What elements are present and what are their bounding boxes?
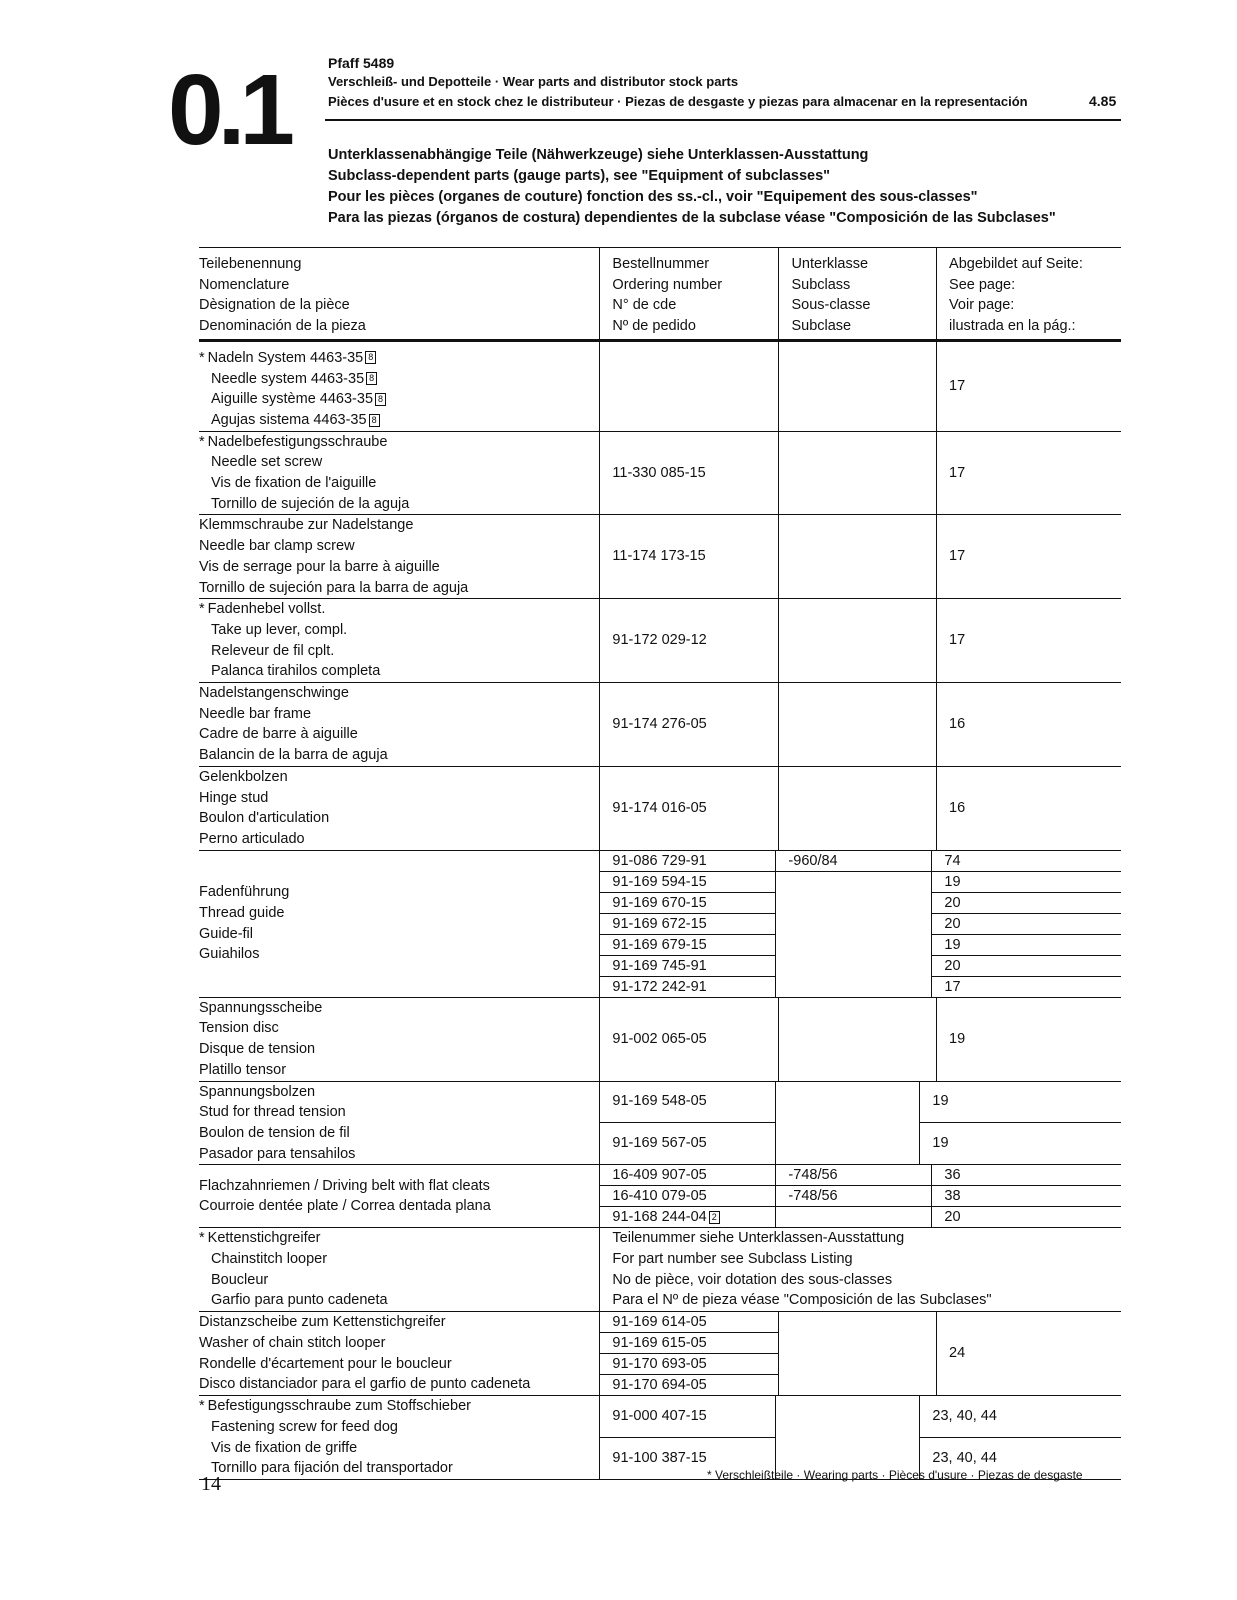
part-number: 91-000 407-15 [600,1396,776,1438]
note-en: For part number see Subclass Listing [612,1251,853,1268]
part-page: 17 [937,515,1121,599]
name-en: Fastening screw for feed dog [211,1418,398,1435]
header-page [937,248,1121,341]
name-de: Nadeln System 4463-35 [207,349,364,366]
header-label: Sous-classe [791,297,871,314]
variant-row [600,1165,1121,1186]
wear-part-star: * [199,601,205,618]
name-es: Garfio para punto cadeneta [211,1292,388,1309]
name-fr: Vis de serrage pour la barre à aiguille [199,558,440,575]
page-number: 14 [201,1473,221,1495]
header-label: Dèsignation de la pièce [199,297,350,314]
header-label: N° de cde [612,297,677,314]
table-row [199,599,1121,683]
name-fr: Guide-fil [199,925,253,942]
name-de: Fadenhebel vollst. [207,601,326,618]
name-de: Distanzscheibe zum Kettenstichgreifer [199,1314,446,1331]
name-de: Spannungsscheibe [199,999,323,1016]
name-fr: Boucleur [211,1271,269,1288]
header-label: Denominación de la pieza [199,318,366,335]
name-fr-es: Courroie dentée plate / Correa dentada plana [199,1198,491,1215]
section-number: 0.1 [168,54,290,166]
header-name [199,248,600,341]
part-page: 19 [937,997,1121,1081]
part-page: 17 [937,599,1121,683]
name-de: Klemmschraube zur Nadelstange [199,517,414,534]
variants-table [600,1165,1121,1227]
part-page: 20 [932,892,1121,913]
part-name [199,1396,600,1480]
name-es: Tornillo de sujeción de la aguja [211,495,410,512]
part-page: 20 [932,955,1121,976]
name-de: Nadelbefestigungsschraube [207,433,388,450]
part-number: 91-174 276-05 [600,683,779,767]
parts-table [199,247,1121,1480]
part-number: 11-330 085-15 [600,431,779,515]
part-page: 16 [937,766,1121,850]
name-es: Platillo tensor [199,1061,287,1078]
edition-number: 4.85 [1089,93,1117,109]
variant-row [600,1354,778,1375]
variant-row [600,1312,778,1333]
table-row [199,1228,1121,1312]
part-number: 16-409 907-05 [600,1165,776,1186]
variant-row [600,892,1121,913]
box-number: 2 [709,1211,720,1224]
name-es: Tornillo para fijación del transportador [211,1460,453,1477]
part-subclass: -748/56 [776,1186,932,1207]
part-number: 91-002 065-05 [600,997,779,1081]
name-fr: Releveur de fil cplt. [211,642,335,659]
name-en: Take up lever, compl. [211,621,348,638]
part-page: 24 [937,1312,1121,1396]
part-page: 19 [932,871,1121,892]
name-en: Tension disc [199,1020,279,1037]
part-number: 91-169 615-05 [600,1333,778,1354]
part-number: 91-169 745-91 [600,955,776,976]
part-page: 23, 40, 44 [920,1438,1121,1480]
variant-row [600,871,1121,892]
part-page: 16 [937,683,1121,767]
variants-table [600,1396,1121,1479]
part-number: 91-086 729-91 [600,851,776,872]
header-label: Unterklasse [791,256,869,272]
header-label: Ordering number [612,276,723,293]
part-subclass [776,871,932,892]
name-en: Needle set screw [211,454,323,471]
name-de: Nadelstangenschwinge [199,685,349,702]
note-de: Teilenummer siehe Unterklassen-Ausstattung [612,1230,905,1247]
variant-row [600,1333,778,1354]
looper-washer-numbers [600,1312,779,1396]
header-rule [325,119,1121,121]
name-en: Needle bar frame [199,705,312,722]
name-en: Needle system 4463-35 [211,370,365,387]
header-line-2: Pièces d'usure et en stock chez le distributeur · Piezas de desgaste y piezas para almacenar en la representación [328,94,1028,109]
header-subclass [779,248,937,341]
variant-row [600,1207,1121,1228]
part-name [199,1228,600,1312]
part-page: 19 [920,1082,1121,1123]
part-subclass [779,997,937,1081]
table-row [199,1081,1121,1165]
part-name [199,599,600,683]
header-label: Nomenclature [199,276,290,293]
part-subclass [776,1207,932,1228]
part-number: 91-169 679-15 [600,934,776,955]
name-en: Stud for thread tension [199,1104,346,1121]
note-fr: No de pièce, voir dotation des sous-classes [612,1271,893,1288]
part-page: 38 [932,1186,1121,1207]
part-name [199,683,600,767]
header-label: Subclase [791,318,852,335]
part-subclass [779,766,937,850]
name-es: Tornillo de sujeción para la barra de aguja [199,579,469,596]
header-label: Bestellnummer [612,256,710,272]
part-number: 91-170 694-05 [612,1377,707,1394]
tension-stud-variants [600,1081,1121,1165]
wear-part-star: * [199,349,205,366]
box-number: 8 [366,372,377,385]
part-number: 91-169 614-05 [600,1312,778,1333]
name-fr: Disque de tension [199,1041,316,1058]
part-number: 91-172 029-12 [600,599,779,683]
variant-row [600,1122,1121,1164]
part-number: 16-410 079-05 [600,1186,776,1207]
variants-table [600,1082,1121,1164]
part-subclass [779,599,937,683]
variant-row [600,851,1121,872]
table-row [199,431,1121,515]
table-row [199,340,1121,431]
name-en: Chainstitch looper [211,1251,328,1268]
part-number: 91-100 387-15 [612,1450,707,1467]
part-number: 91-169 567-05 [612,1134,707,1151]
name-es: Agujas sistema 4463-35 [211,411,367,428]
variant-row [600,1082,1121,1123]
name-de: Gelenkbolzen [199,768,288,785]
subclass-note-line: Subclass-dependent parts (gauge parts), see "Equipment of subclasses" [328,168,831,184]
header-label: Abgebildet auf Seite: [949,256,1083,272]
part-subclass [776,955,932,976]
wear-part-star: * [199,433,205,450]
name-es: Disco distanciador para el garfio de punto cadeneta [199,1376,531,1393]
part-subclass: -748/56 [776,1165,932,1186]
header-label: See page: [949,276,1016,293]
name-en: Thread guide [199,904,285,921]
thread-guide-variants [600,850,1121,997]
wear-parts-footnote: * Verschleißteile · Wearing parts · Pièces d'usure · Piezas de desgaste [707,1468,1083,1482]
name-es: Pasador para tensahilos [199,1145,356,1162]
box-number: 8 [369,414,380,427]
part-name [199,997,600,1081]
part-page: 19 [920,1122,1121,1164]
part-number [600,340,779,431]
part-name [199,515,600,599]
variant-row [600,1396,1121,1438]
name-de: Spannungsbolzen [199,1083,316,1100]
driving-belt-variants [600,1165,1121,1228]
part-name [199,431,600,515]
name-en: Hinge stud [199,789,269,806]
part-name [199,850,600,997]
part-number: 91-169 594-15 [600,871,776,892]
table-row [199,850,1121,997]
part-subclass: -960/84 [776,851,932,872]
wear-part-star: * [199,1230,205,1247]
part-page: 17 [937,431,1121,515]
part-subclass [779,431,937,515]
name-es: Guiahilos [199,946,260,963]
part-page: 19 [932,934,1121,955]
part-number: 91-169 670-15 [600,892,776,913]
name-fr: Rondelle d'écartement pour le boucleur [199,1355,452,1372]
part-number: 91-172 242-91 [612,978,707,995]
wear-part-star: * [199,1398,205,1415]
name-es: Balancin de la barra de aguja [199,747,388,764]
name-fr: Vis de fixation de griffe [211,1439,358,1456]
variant-row [600,913,1121,934]
name-fr: Cadre de barre à aiguille [199,726,358,743]
part-number: 11-174 173-15 [600,515,779,599]
part-subclass [779,1312,937,1396]
part-number: 91-170 693-05 [600,1354,778,1375]
part-subclass [779,340,937,431]
name-fr: Aiguille système 4463-35 [211,391,374,408]
part-name [199,340,600,431]
name-en: Needle bar clamp screw [199,538,355,555]
part-page: 36 [932,1165,1121,1186]
variants-table [600,851,1121,997]
name-de: Befestigungsschraube zum Stoffschieber [207,1398,471,1415]
variant-row [600,955,1121,976]
model-title: Pfaff 5489 [328,55,395,71]
name-de: Kettenstichgreifer [207,1230,321,1247]
variant-row [600,1375,778,1396]
part-page: 20 [932,913,1121,934]
part-name [199,1081,600,1165]
part-subclass [779,515,937,599]
name-de-en: Flachzahnriemen / Driving belt with flat cleats [199,1177,490,1194]
table-row [199,997,1121,1081]
part-name [199,1312,600,1396]
header-label: Nº de pedido [612,318,696,335]
name-de: Fadenführung [199,884,290,901]
part-subclass [776,934,932,955]
looper-note [600,1228,1121,1312]
name-fr: Boulon de tension de fil [199,1124,350,1141]
header-line-1: Verschleiß- und Depotteile · Wear parts and distributor stock parts [328,74,739,89]
part-page: 23, 40, 44 [920,1396,1121,1438]
part-number: 91-174 016-05 [600,766,779,850]
table-header-row [199,248,1121,341]
name-en: Washer of chain stitch looper [199,1334,386,1351]
part-number: 91-169 672-15 [600,913,776,934]
part-page: 17 [937,340,1121,431]
part-subclass [776,892,932,913]
subclass-note-line: Para las piezas (órganos de costura) dependientes de la subclase véase "Composición de las Subclases" [328,210,1056,226]
table-row [199,683,1121,767]
name-fr: Vis de fixation de l'aiguille [211,475,377,492]
header-label: ilustrada en la pág.: [949,318,1076,335]
part-number: 91-169 548-05 [600,1082,776,1123]
part-page: 74 [932,851,1121,872]
header-number [600,248,779,341]
table-row [199,515,1121,599]
part-name [199,1165,600,1228]
table-row [199,766,1121,850]
name-es: Perno articulado [199,830,305,847]
part-page: 20 [932,1207,1121,1228]
box-number: 8 [365,351,376,364]
part-subclass [776,976,932,997]
numbers-list [600,1312,778,1395]
part-subclass [779,683,937,767]
name-es: Palanca tirahilos completa [211,663,381,680]
part-number: 91-168 244-04 [612,1209,707,1226]
table-row [199,1312,1121,1396]
header-label: Teilebenennung [199,256,302,272]
subclass-note-line: Pour les pièces (organes de couture) fonction des ss.-cl., voir "Equipement des sous-classes" [328,189,978,205]
variant-row [600,1186,1121,1207]
header-label: Voir page: [949,297,1015,314]
part-name [199,766,600,850]
table-row [199,1165,1121,1228]
part-page: 17 [932,976,1121,997]
note-es: Para el Nº de pieza véase "Composición de las Subclases" [612,1292,992,1309]
box-number: 8 [375,393,386,406]
variant-row [600,934,1121,955]
name-fr: Boulon d'articulation [199,810,330,827]
subclass-note-line: Unterklassenabhängige Teile (Nähwerkzeuge) siehe Unterklassen-Ausstattung [328,147,869,163]
variant-row [600,976,1121,997]
part-subclass [776,913,932,934]
header-label: Subclass [791,276,851,293]
subclass-note [328,145,1056,229]
